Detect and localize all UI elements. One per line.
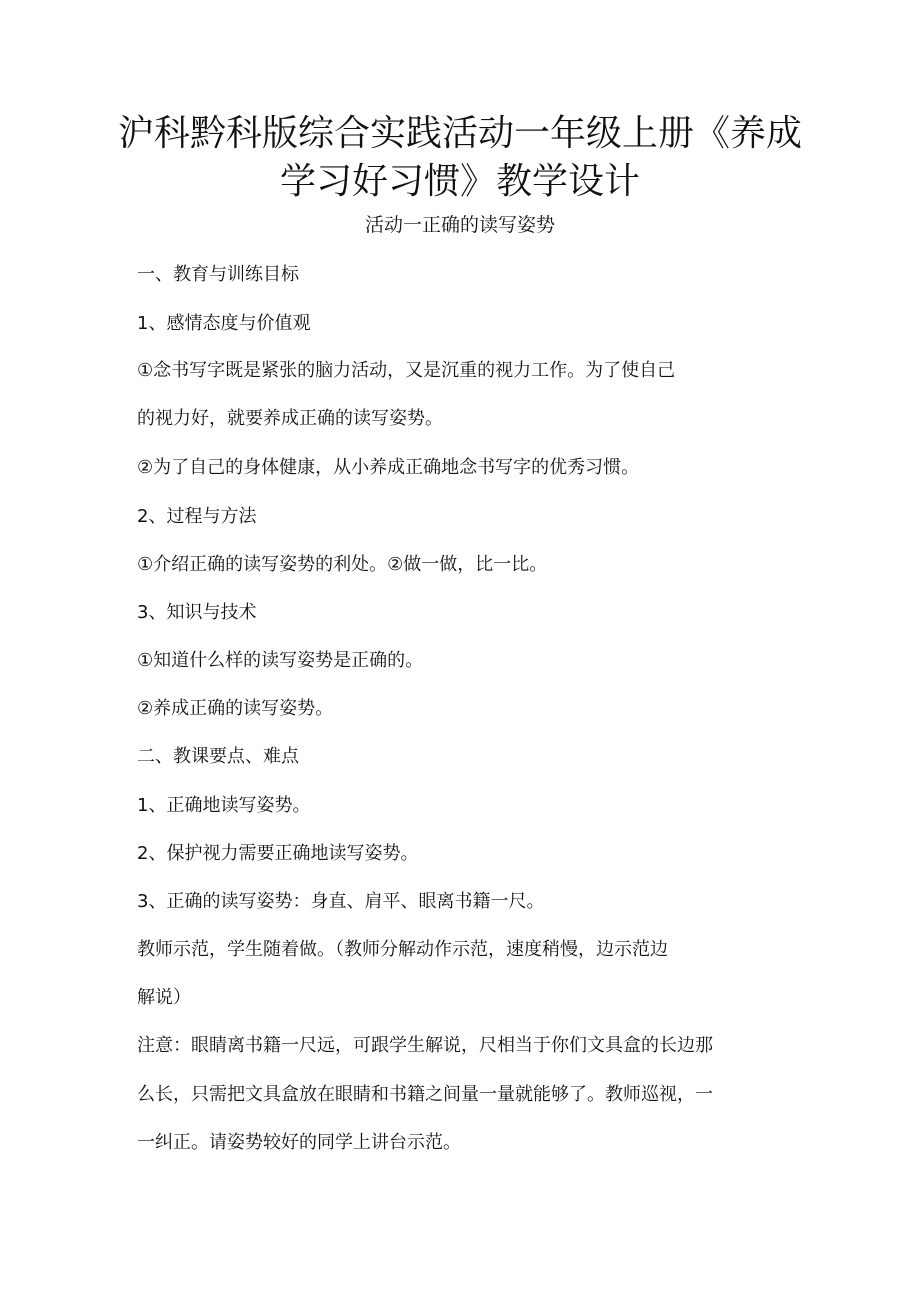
section-heading-key-points: 二、教课要点、难点 xyxy=(137,746,299,767)
subheading-process: 2、过程与方法 xyxy=(137,506,257,527)
paragraph-line: ②养成正确的读写姿势。 xyxy=(137,698,334,719)
paragraph-line: 解说） xyxy=(137,987,191,1008)
document-title-line-1: 沪科黔科版综合实践活动一年级上册《养成 xyxy=(117,113,802,154)
paragraph-line: ①介绍正确的读写姿势的利处。②做一做，比一比。 xyxy=(137,554,548,575)
subheading-attitude: 1、感情态度与价值观 xyxy=(137,313,311,334)
document-subtitle: 活动一正确的读写姿势 xyxy=(364,214,555,236)
paragraph-line: ②为了自己的身体健康，从小养成正确地念书写字的优秀习惯。 xyxy=(137,457,640,478)
document-title-line-2: 学习好习惯》教学设计 xyxy=(279,161,640,202)
paragraph-line: ①念书写字既是紧张的脑力活动，又是沉重的视力工作。为了使自己 xyxy=(137,360,676,381)
paragraph-line: ①知道什么样的读写姿势是正确的。 xyxy=(137,650,424,671)
section-heading-objectives: 一、教育与训练目标 xyxy=(137,264,299,285)
paragraph-line: 教师示范，学生随着做。（教师分解动作示范，速度稍慢，边示范边 xyxy=(137,939,668,960)
paragraph-line: 么长，只需把文具盒放在眼睛和书籍之间量一量就能够了。教师巡视，一 xyxy=(137,1084,713,1105)
paragraph-line: 1、正确地读写姿势。 xyxy=(137,795,311,816)
paragraph-line: 3、正确的读写姿势：身直、肩平、眼离书籍一尺。 xyxy=(137,891,545,912)
paragraph-line: 2、保护视力需要正确地读写姿势。 xyxy=(137,843,419,864)
paragraph-line: 注意：眼睛离书籍一尺远，可跟学生解说，尺相当于你们文具盒的长边那 xyxy=(137,1035,713,1056)
paragraph-line: 的视力好，就要养成正确的读写姿势。 xyxy=(137,408,443,429)
subheading-knowledge: 3、知识与技术 xyxy=(137,602,257,623)
paragraph-line: 一纠正。请姿势较好的同学上讲台示范。 xyxy=(137,1132,461,1153)
